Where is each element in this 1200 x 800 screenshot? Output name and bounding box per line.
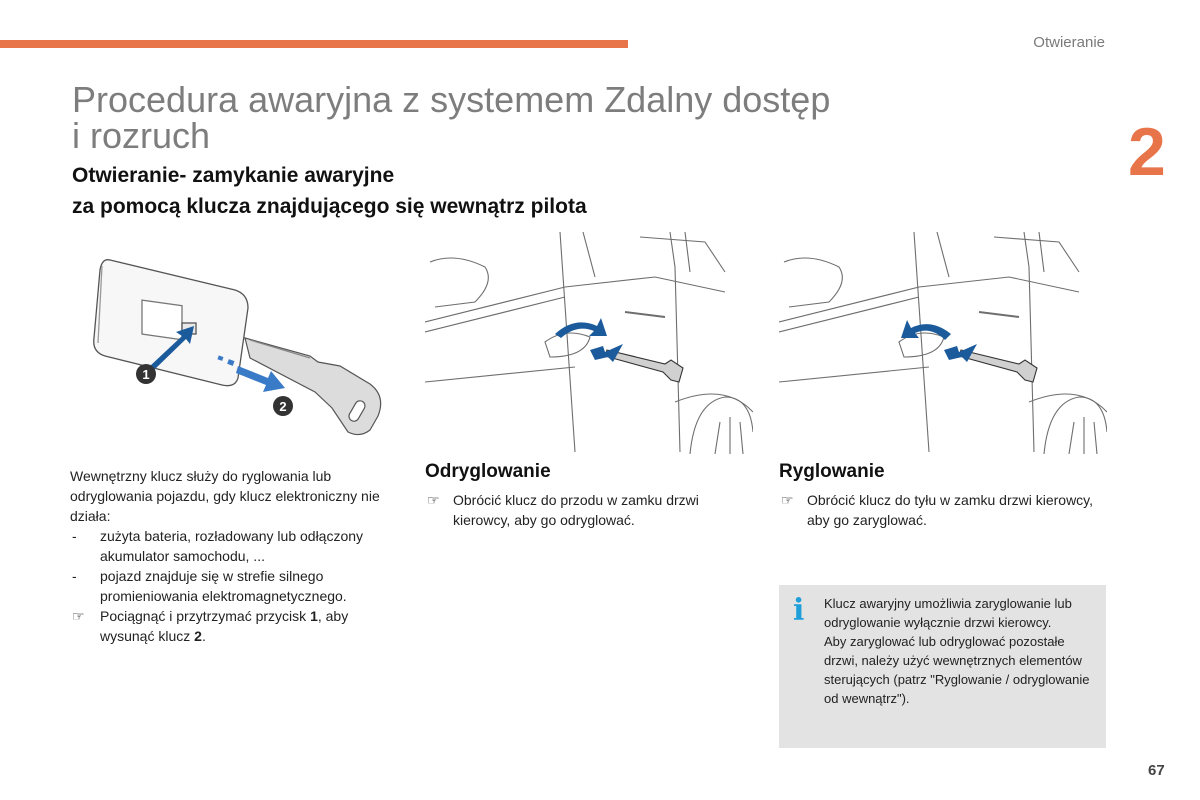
- page-title: [72, 79, 872, 156]
- intro-bullet-2: - pojazd znajduje się w strefie silnego promieniowania elektromagnetycznego.: [72, 568, 347, 604]
- pointer-icon: ☞: [72, 608, 85, 624]
- remote-key-illustration: [70, 238, 400, 453]
- accent-bar: [0, 40, 628, 48]
- info-paragraph-2: Aby zaryglować lub odryglować pozostałe drzwi, należy użyć wewnętrznych elementów sterujących (patrz "Ryglowanie / odryglowanie od wewnątrz").: [824, 634, 1090, 706]
- unlock-heading: Odryglowanie: [425, 461, 551, 482]
- door-unlock-illustration: [425, 232, 753, 454]
- pointer-icon: ☞: [427, 492, 440, 508]
- intro-action: ☞ Pociągnąć i przytrzymać przycisk 1, aby wysunąć klucz 2.: [72, 608, 349, 644]
- door-lock-illustration: [779, 232, 1107, 454]
- callout-1: [136, 364, 156, 384]
- lock-heading: Ryglowanie: [779, 461, 885, 482]
- page-subtitle: [72, 160, 587, 222]
- pointer-icon: ☞: [781, 492, 794, 508]
- subtitle-line-1: Otwieranie- zamykanie awaryjne: [72, 164, 395, 187]
- lock-column: [779, 462, 1109, 530]
- svg-text:2: 2: [279, 399, 287, 414]
- chapter-number: 2: [1128, 114, 1166, 190]
- info-text: [824, 594, 1096, 708]
- title-line-1: Procedura awaryjna z systemem Zdalny dostęp: [72, 79, 831, 120]
- subtitle-line-2: za pomocą klucza znajdującego się wewnątrz pilota: [72, 195, 587, 218]
- title-line-2: i rozruch: [72, 115, 211, 156]
- intro-bullet-1: - zużyta bateria, rozładowany lub odłączony akumulator samochodu, ...: [72, 528, 364, 564]
- intro-column: [70, 466, 400, 646]
- callout-2: [273, 396, 293, 416]
- section-header: Otwieranie: [1033, 34, 1105, 51]
- page-number: 67: [1148, 762, 1165, 779]
- svg-text:1: 1: [142, 367, 150, 382]
- lock-step: ☞ Obrócić klucz do tyłu w zamku drzwi kierowcy, aby go zaryglować.: [781, 492, 1094, 528]
- info-icon: i: [793, 593, 805, 628]
- unlock-column: [425, 462, 755, 530]
- intro-text: Wewnętrzny klucz służy do ryglowania lub odryglowania pojazdu, gdy klucz elektroniczny nie działa:: [70, 468, 380, 524]
- unlock-step: ☞ Obrócić klucz do przodu w zamku drzwi kierowcy, aby go odryglować.: [427, 492, 699, 528]
- info-box: [779, 585, 1106, 748]
- info-paragraph-1: Klucz awaryjny umożliwia zaryglowanie lub odryglowanie wyłącznie drzwi kierowcy.: [824, 596, 1072, 630]
